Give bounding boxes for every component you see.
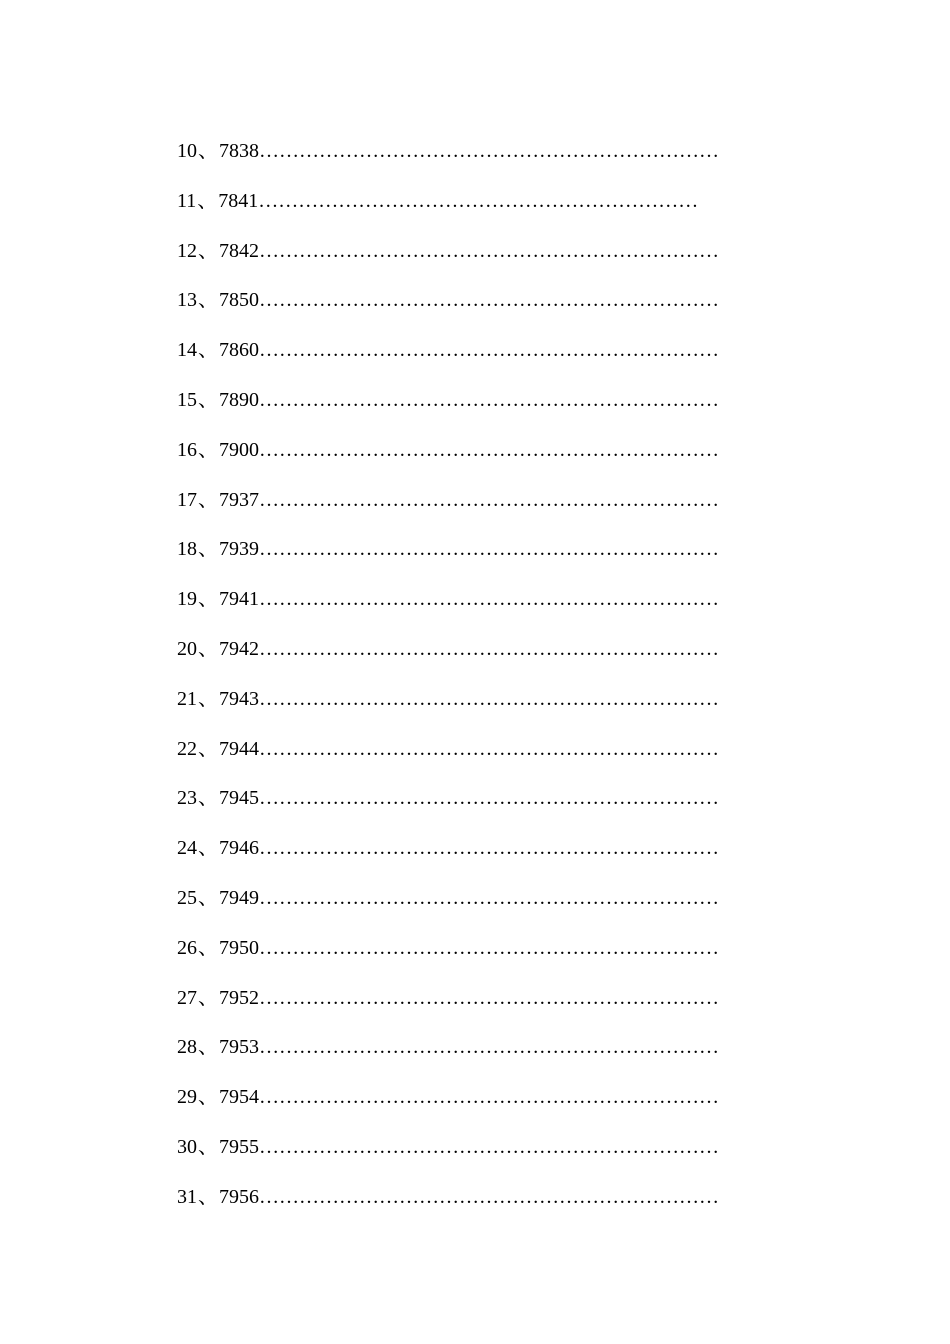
toc-entry-separator: 、: [198, 339, 218, 362]
toc-entry[interactable]: [177, 138, 817, 188]
toc-entry-separator: 、: [198, 239, 218, 262]
toc-entry[interactable]: [177, 1034, 817, 1084]
toc-entry[interactable]: [177, 985, 817, 1035]
toc-entry-separator: 、: [198, 388, 218, 411]
toc-entry-leader-dots: ……………………………………………………………: [259, 936, 719, 959]
toc-entry[interactable]: [177, 487, 817, 537]
toc-entry-separator: 、: [198, 687, 218, 710]
toc-entry-number: 21: [177, 687, 197, 710]
toc-entry-separator: 、: [198, 438, 218, 461]
toc-entry-separator: 、: [198, 837, 218, 860]
toc-entry-code: 7941: [219, 588, 259, 611]
toc-entry[interactable]: [177, 1184, 817, 1234]
toc-entry-separator: 、: [198, 787, 218, 810]
toc-entry-number: 29: [177, 1086, 197, 1109]
toc-entry-code: 7956: [219, 1185, 259, 1208]
toc-entry[interactable]: [177, 736, 817, 786]
toc-entry-leader-dots: ……………………………………………………………: [259, 488, 719, 511]
toc-entry[interactable]: [177, 935, 817, 985]
toc-entry[interactable]: [177, 188, 817, 238]
toc-entry-leader-dots: ……………………………………………………………: [259, 886, 719, 909]
toc-entry-leader-dots: …………………………………………………………: [258, 189, 699, 212]
toc-entry-leader-dots: ……………………………………………………………: [259, 986, 719, 1009]
toc-entry-leader-dots: ……………………………………………………………: [259, 837, 719, 860]
toc-entry-separator: 、: [198, 1185, 218, 1208]
toc-entry[interactable]: [177, 437, 817, 487]
toc-entry-number: 24: [177, 837, 197, 860]
toc-entry-number: 17: [177, 488, 197, 511]
toc-entry-separator: 、: [198, 637, 218, 660]
toc-entry-leader-dots: ……………………………………………………………: [259, 737, 719, 760]
toc-entry-leader-dots: ……………………………………………………………: [259, 239, 719, 262]
toc-entry-code: 7942: [219, 637, 259, 660]
toc-entry-number: 19: [177, 588, 197, 611]
toc-entry-number: 23: [177, 787, 197, 810]
toc-entry-leader-dots: ……………………………………………………………: [259, 1135, 719, 1158]
toc-entry-leader-dots: ……………………………………………………………: [259, 388, 719, 411]
toc-entry-separator: 、: [198, 538, 218, 561]
toc-entry[interactable]: [177, 785, 817, 835]
toc-entry-leader-dots: ……………………………………………………………: [259, 339, 719, 362]
toc-entry[interactable]: [177, 686, 817, 736]
toc-entry-code: 7939: [219, 538, 259, 561]
toc-entry-number: 27: [177, 986, 197, 1009]
toc-entry[interactable]: [177, 1134, 817, 1184]
toc-entry[interactable]: [177, 287, 817, 337]
toc-entry-leader-dots: ……………………………………………………………: [259, 289, 719, 312]
toc-entry-number: 26: [177, 936, 197, 959]
toc-entry-separator: 、: [198, 737, 218, 760]
toc-entry-number: 22: [177, 737, 197, 760]
toc-entry-leader-dots: ……………………………………………………………: [259, 538, 719, 561]
toc-entry-separator: 、: [198, 1036, 218, 1059]
toc-entry-code: 7950: [219, 936, 259, 959]
toc-entry-number: 20: [177, 637, 197, 660]
toc-entry-separator: 、: [198, 488, 218, 511]
toc-entry-code: 7954: [219, 1086, 259, 1109]
toc-entry-number: 30: [177, 1135, 197, 1158]
toc-entry-code: 7943: [219, 687, 259, 710]
toc-entry-separator: 、: [198, 1086, 218, 1109]
toc-entry-code: 7944: [219, 737, 259, 760]
table-of-contents: [177, 138, 817, 1234]
toc-entry-number: 15: [177, 388, 197, 411]
toc-entry-leader-dots: ……………………………………………………………: [259, 1036, 719, 1059]
toc-entry-leader-dots: ……………………………………………………………: [259, 787, 719, 810]
toc-entry-code: 7860: [219, 339, 259, 362]
toc-entry[interactable]: [177, 636, 817, 686]
toc-entry[interactable]: [177, 835, 817, 885]
toc-entry-leader-dots: ……………………………………………………………: [259, 588, 719, 611]
toc-entry-leader-dots: ……………………………………………………………: [259, 1185, 719, 1208]
toc-entry-number: 10: [177, 140, 197, 162]
toc-entry-leader-dots: ……………………………………………………………: [259, 140, 719, 162]
toc-entry-number: 13: [177, 289, 197, 312]
toc-entry[interactable]: [177, 1084, 817, 1134]
toc-entry-separator: 、: [198, 886, 218, 909]
toc-entry[interactable]: [177, 586, 817, 636]
toc-entry-separator: 、: [198, 289, 218, 312]
toc-entry-code: 7900: [219, 438, 259, 461]
toc-entry[interactable]: [177, 238, 817, 288]
toc-entry-leader-dots: ……………………………………………………………: [259, 1086, 719, 1109]
toc-entry-separator: 、: [198, 986, 218, 1009]
toc-entry-code: 7841: [218, 189, 259, 212]
toc-entry-leader-dots: ……………………………………………………………: [259, 438, 719, 461]
toc-entry-code: 7945: [219, 787, 259, 810]
toc-entry-number: 12: [177, 239, 197, 262]
toc-entry-code: 7842: [219, 239, 259, 262]
toc-entry-separator: 、: [198, 140, 218, 162]
toc-entry-code: 7838: [219, 140, 259, 162]
toc-entry[interactable]: [177, 885, 817, 935]
toc-entry-leader-dots: ……………………………………………………………: [259, 687, 719, 710]
toc-entry-leader-dots: ……………………………………………………………: [259, 637, 719, 660]
toc-entry-number: 31: [177, 1185, 197, 1208]
toc-entry-code: 7953: [219, 1036, 259, 1059]
toc-entry-number: 16: [177, 438, 197, 461]
toc-entry-code: 7850: [219, 289, 259, 312]
toc-entry[interactable]: [177, 536, 817, 586]
toc-entry-number: 18: [177, 538, 197, 561]
toc-entry[interactable]: [177, 337, 817, 387]
toc-entry-separator: 、: [198, 1135, 218, 1158]
toc-entry-number: 14: [177, 339, 197, 362]
toc-entry-separator: 、: [198, 588, 218, 611]
toc-entry-separator: 、: [198, 936, 218, 959]
toc-entry-code: 7955: [219, 1135, 259, 1158]
toc-entry[interactable]: [177, 387, 817, 437]
toc-entry-separator: 、: [197, 189, 218, 212]
toc-entry-code: 7890: [219, 388, 259, 411]
toc-entry-number: 11: [177, 189, 197, 212]
toc-entry-code: 7952: [219, 986, 259, 1009]
toc-entry-code: 7949: [219, 886, 259, 909]
toc-entry-code: 7946: [219, 837, 259, 860]
toc-entry-code: 7937: [219, 488, 259, 511]
toc-entry-number: 28: [177, 1036, 197, 1059]
toc-entry-number: 25: [177, 886, 197, 909]
